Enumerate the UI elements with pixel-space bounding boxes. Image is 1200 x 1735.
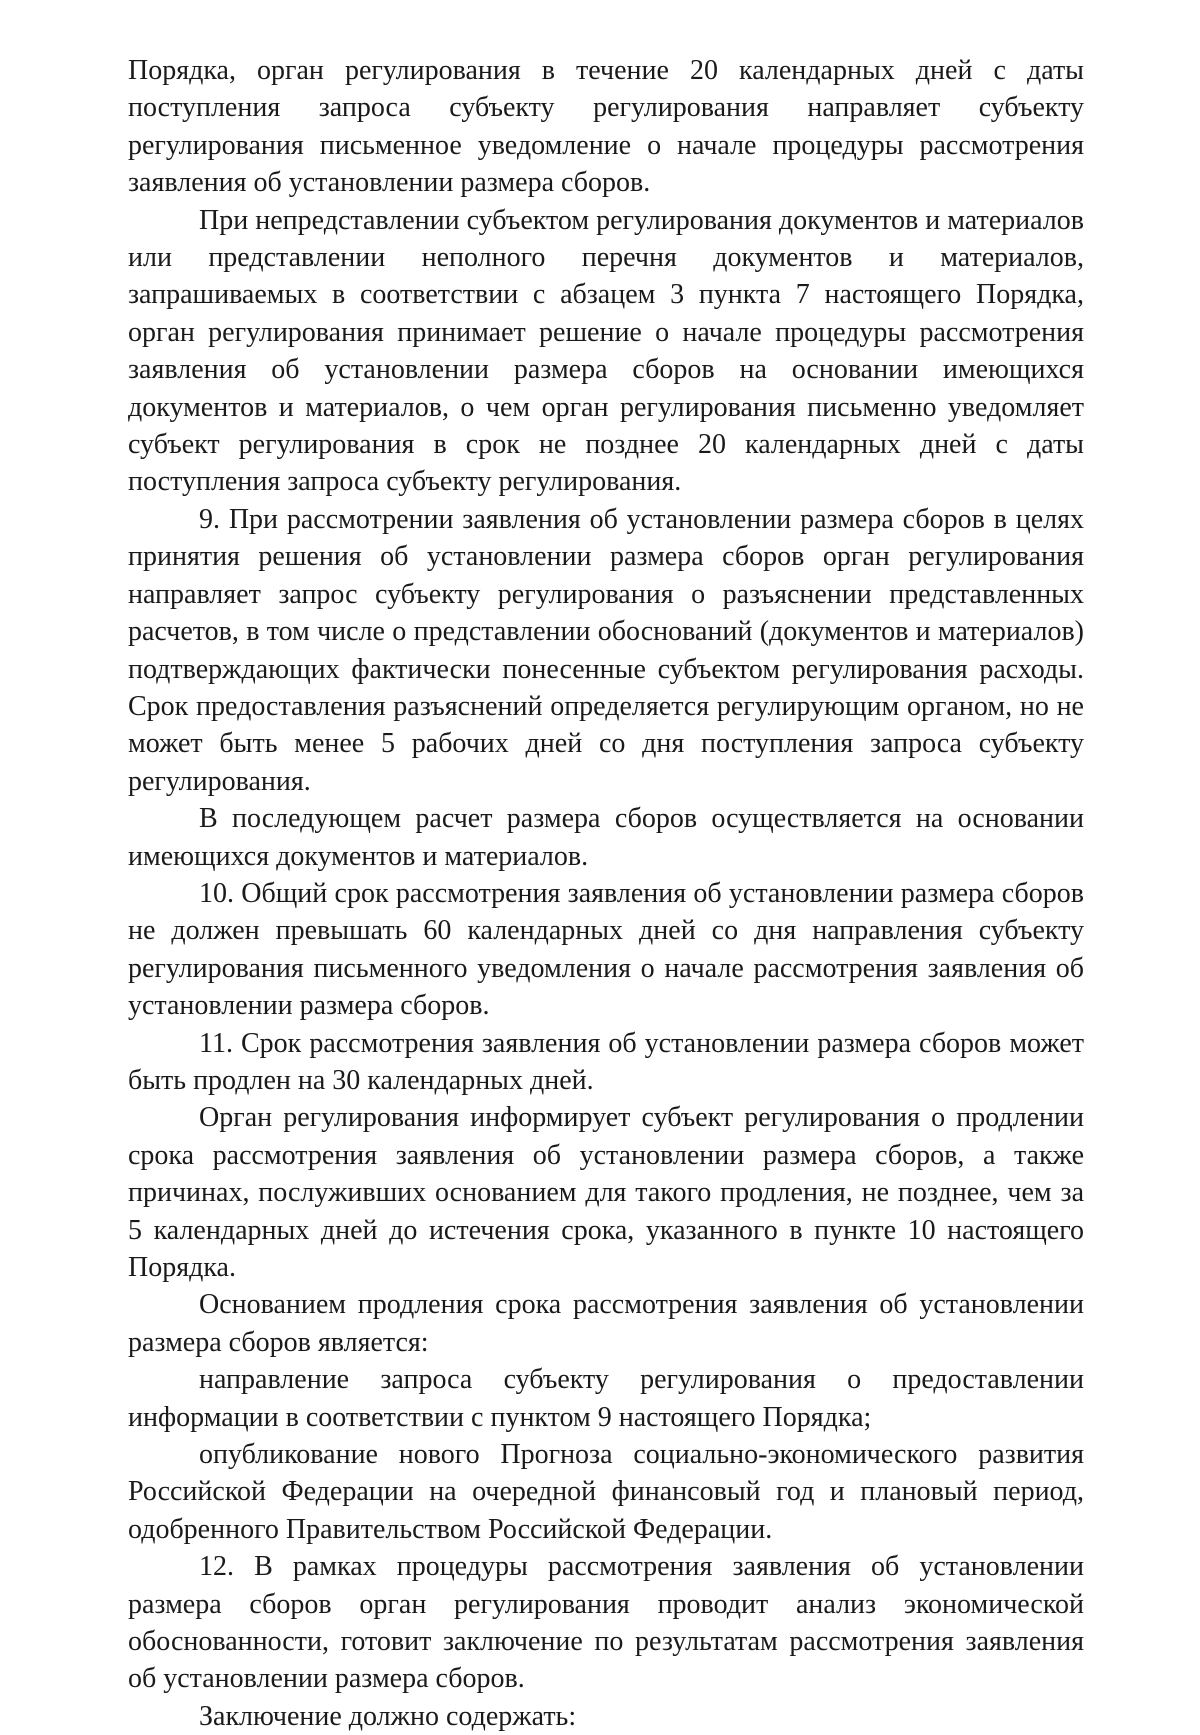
paragraph-extension-notice: Орган регулирования информирует субъект регулирования о продлении срока рассмотрения заявления об установлении размера сборов, а также причинах, послуживших основанием для такого продления, не позднее, чем за 5 календарных дней до истечения срока, указанного в пункте 10 настоящего Порядка.	[128, 1102, 1084, 1283]
document-page	[128, 52, 1084, 1735]
paragraph-clause-10: 10. Общий срок рассмотрения заявления об установлении размера сборов не должен превышать 60 календарных дней со дня направления субъекту регулирования письменного уведомления о начале рассмотрения заявления об установлении размера сборов.	[128, 877, 1084, 1022]
paragraph-subsequent-calculation: В последующем расчет размера сборов осуществляется на основании имеющихся документов и материалов.	[128, 803, 1084, 872]
paragraph-ground-forecast: опубликование нового Прогноза социально-экономического развития Российской Федерации на очередной финансовый год и плановый период, одобренного Правительством Российской Федерации.	[128, 1439, 1084, 1545]
paragraph-conclusion-contents: Заключение должно содержать:	[199, 1700, 577, 1732]
paragraph-clause-11: 11. Срок рассмотрения заявления об установлении размера сборов может быть продлен на 30 календарных дней.	[128, 1027, 1084, 1096]
paragraph-continuation: Порядка, орган регулирования в течение 20 календарных дней с даты поступления запроса субъекту регулирования направляет субъекту регулирования письменное уведомление о начале процедуры рассмотрения заявления об установлении размера сборов.	[128, 55, 1084, 199]
paragraph-nonsubmission: При непредставлении субъектом регулирования документов и материалов или представлении неполного перечня документов и материалов, запрашиваемых в соответствии с абзацем 3 пункта 7 настоящего Порядка, орган регулирования принимает решение о начале процедуры рассмотрения заявления об установлении размера сборов на основании имеющихся документов и материалов, о чем орган регулирования письменно уведомляет субъект регулирования в срок не позднее 20 календарных дней с даты поступления запроса субъекту регулирования.	[128, 204, 1084, 498]
paragraph-ground-request: направление запроса субъекту регулирования о предоставлении информации в соответствии с пунктом 9 настоящего Порядка;	[128, 1364, 1084, 1433]
paragraph-clause-12: 12. В рамках процедуры рассмотрения заявления об установлении размера сборов орган регулирования проводит анализ экономической обоснованности, готовит заключение по результатам рассмотрения заявления об установлении размера сборов.	[128, 1551, 1084, 1695]
paragraph-clause-9: 9. При рассмотрении заявления об установлении размера сборов в целях принятия решения об установлении размера сборов орган регулирования направляет запрос субъекту регулирования о разъяснении представленных расчетов, в том числе о представлении обоснований (документов и материалов) подтверждающих фактически понесенные субъектом регулирования расходы. Срок предоставления разъяснений определяется регулирующим органом, но не может быть менее 5 рабочих дней со дня поступления запроса субъекту регулирования.	[128, 503, 1084, 797]
paragraph-extension-grounds: Основанием продления срока рассмотрения заявления об установлении размера сборов является:	[128, 1289, 1084, 1358]
